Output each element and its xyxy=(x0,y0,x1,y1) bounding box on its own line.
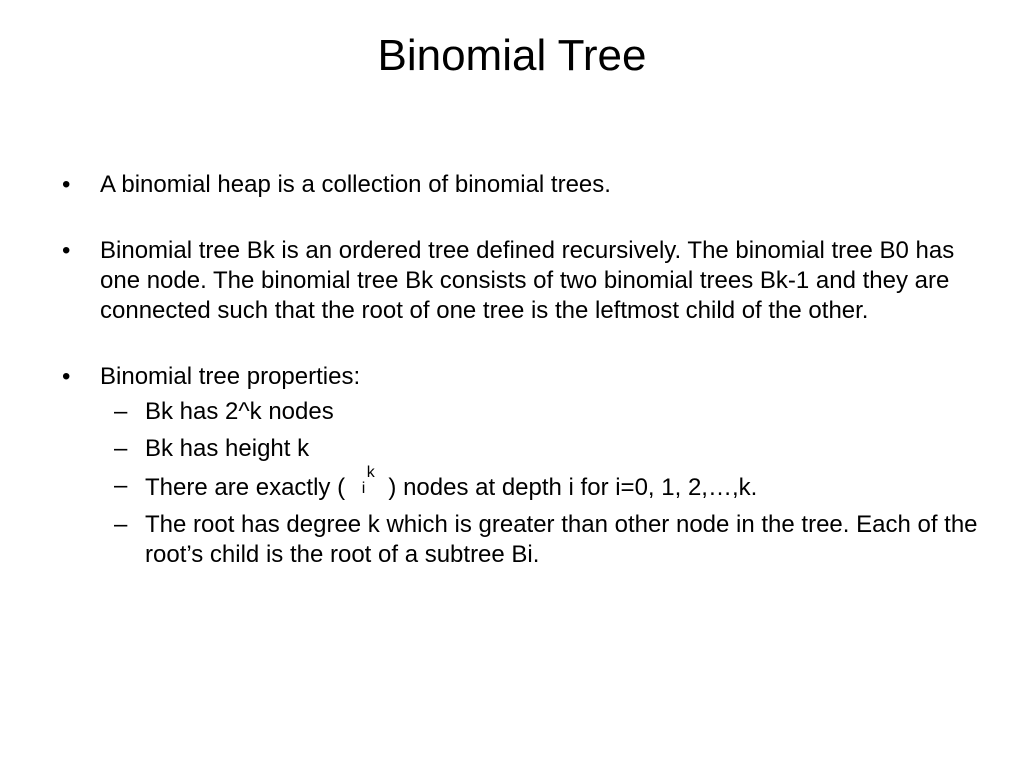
sub-bullet-text: Bk has 2^k nodes xyxy=(145,398,334,425)
sub-bullet-text-post: ) nodes at depth i for i=0, 1, 2,…,k. xyxy=(381,474,758,501)
binomial-coefficient xyxy=(352,464,382,497)
slide-body xyxy=(60,170,980,577)
bullet-text: A binomial heap is a collection of binomial trees. xyxy=(100,171,611,198)
sub-bullet-item xyxy=(100,464,980,503)
binomial-top: k xyxy=(366,464,375,481)
binomial-bottom: i xyxy=(361,480,366,497)
slide-title: Binomial Tree xyxy=(377,31,647,80)
sub-bullet-text: Bk has height k xyxy=(145,435,310,462)
dash-marker: – xyxy=(114,511,128,538)
bullet-text: Binomial tree Bk is an ordered tree defined recursively. The binomial tree B0 has one node. The binomial tree Bk consists of two binomial trees Bk-1 and they are connected such that the root of one tree is the leftmost child of the other. xyxy=(100,237,955,324)
bullet-marker: • xyxy=(62,363,71,390)
dash-marker: – xyxy=(114,472,128,499)
properties-sublist xyxy=(100,397,980,570)
bullet-marker: • xyxy=(62,237,71,264)
sub-bullet-item xyxy=(100,510,980,570)
sub-bullet-text-pre: There are exactly ( xyxy=(145,474,352,501)
bullet-item xyxy=(60,170,980,200)
dash-marker: – xyxy=(114,398,128,425)
sub-bullet-item xyxy=(100,434,980,464)
sub-bullet-item xyxy=(100,397,980,427)
dash-marker: – xyxy=(114,435,128,462)
bullet-item xyxy=(60,236,980,326)
bullet-marker: • xyxy=(62,171,71,198)
bullet-item xyxy=(60,362,980,570)
sub-bullet-text: The root has degree k which is greater than other node in the tree. Each of the root’s child is the root of a subtree Bi. xyxy=(145,511,978,568)
bullet-text: Binomial tree properties: xyxy=(100,363,361,390)
